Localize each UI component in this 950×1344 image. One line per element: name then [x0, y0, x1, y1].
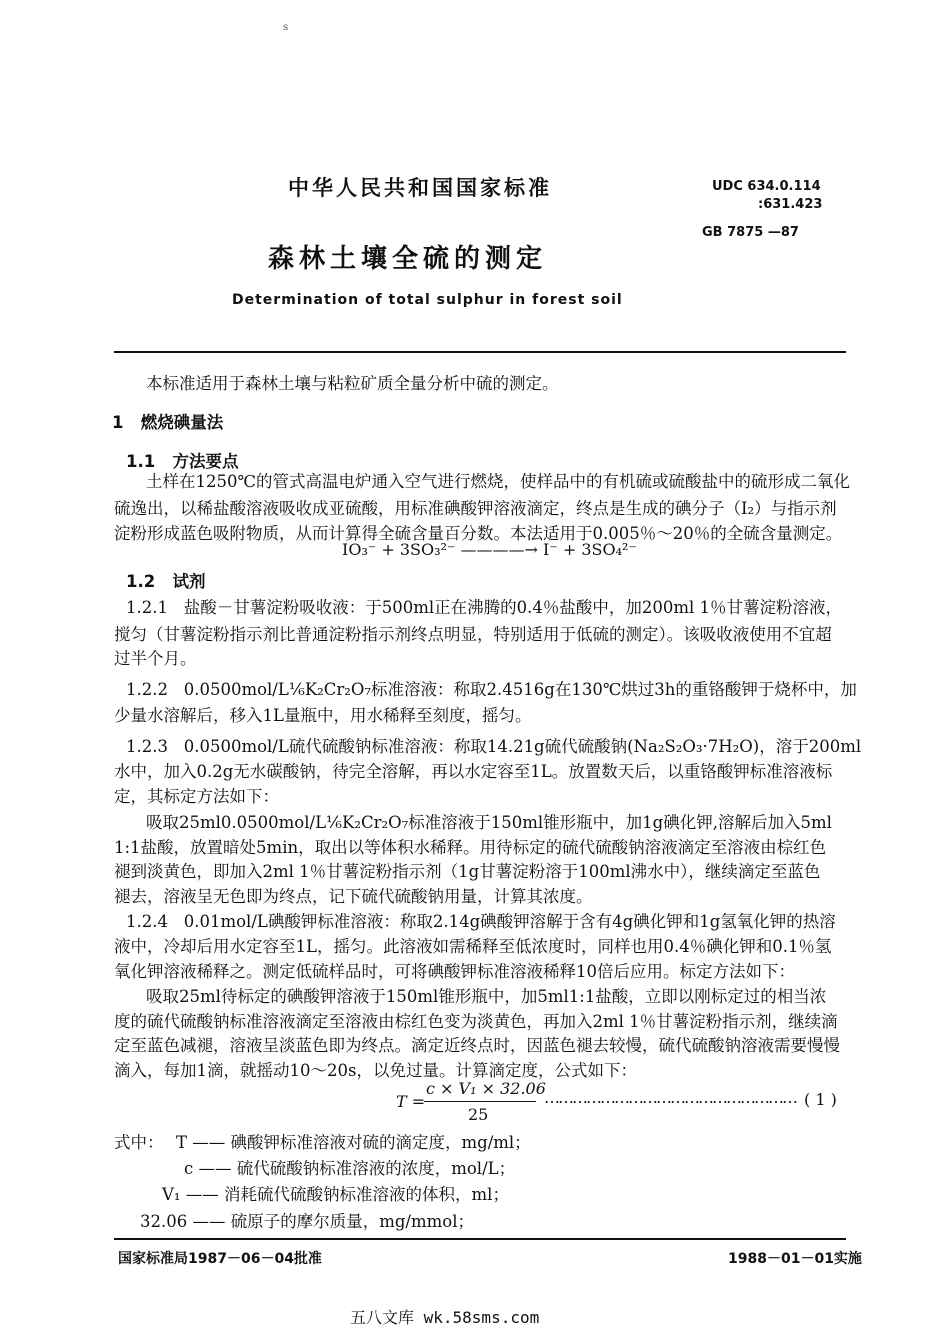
udc-code [712, 178, 822, 214]
paragraph-line: 土样在1250℃的管式高温电炉通入空气进行燃烧，使样品中的有机硫或硫酸盐中的硫形成二氧化 [146, 472, 850, 491]
formula-denominator: 25 [468, 1105, 489, 1124]
paragraph-line: 定至蓝色减褪，溶液呈淡蓝色即为终点。滴定近终点时，因蓝色褪去较慢，硫代硫酸钠溶液需要慢慢 [114, 1036, 840, 1055]
paragraph-line: 1.2.1 盐酸－甘薯淀粉吸收液：于500ml正在沸腾的0.4％盐酸中，加200ml 1％甘薯淀粉溶液， [126, 598, 843, 617]
udc-line-2: :631.423 [758, 197, 823, 212]
paragraph-line: 吸取25ml0.0500mol/L⅙K₂Cr₂O₇标准溶液于150ml锥形瓶中，加1g碘化钾,溶解后加入5ml [146, 813, 832, 832]
section-1-heading: 1 燃烧碘量法 [112, 413, 224, 432]
paragraph-line: 1.2.3 0.0500mol/L硫代硫酸钠标准溶液：称取14.21g硫代硫酸钠(Na₂S₂O₃·7H₂O)，溶于200ml [126, 737, 862, 756]
legend-item-t: T —— 碘酸钾标准溶液对硫的滴定度，mg/ml； [176, 1133, 531, 1152]
scan-mark: s [283, 22, 289, 33]
legend-item-v: V₁ —— 消耗硫代硫酸钠标准溶液的体积，ml； [162, 1185, 509, 1204]
paragraph-line: 水中，加入0.2g无水碳酸钠，待完全溶解，再以水定容至1L。放置数天后，以重铬酸钾标准溶液标 [114, 762, 833, 781]
footer-rule [114, 1238, 846, 1240]
paragraph-line: 滴入，每加1滴，就摇动10～20s，以免过量。计算滴定度，公式如下： [114, 1061, 637, 1080]
legend-item-molar-mass: 32.06 —— 硫原子的摩尔质量，mg/mmol； [140, 1212, 474, 1231]
paragraph-line: 定，其标定方法如下： [114, 787, 279, 806]
paragraph-line: 少量水溶解后，移入1L量瓶中，用水稀释至刻度，摇匀。 [114, 706, 532, 725]
paragraph-line: 液中，冷却后用水定容至1L，摇匀。此溶液如需稀释至低浓度时，同样也用0.4％碘化钾和0.1％氢 [114, 937, 832, 956]
document-title: 森林土壤全硫的测定 [268, 244, 548, 274]
paragraph-line: 褪到淡黄色，即加入2ml 1％甘薯淀粉指示剂（1g甘薯淀粉溶于100ml沸水中），继续滴定至蓝色 [114, 862, 821, 881]
implementation-date: 1988－01－01实施 [728, 1251, 862, 1267]
paragraph-line: 度的硫代硫酸钠标准溶液滴定至溶液由棕红色变为淡黄色，再加入2ml 1％甘薯淀粉指示剂，继续滴 [114, 1012, 838, 1031]
paragraph-line: 1.2.2 0.0500mol/L⅙K₂Cr₂O₇标准溶液：称取2.4516g在130℃烘过3h的重铬酸钾于烧杯中，加 [126, 680, 857, 699]
udc-line-1: UDC 634.0.114 [712, 179, 821, 194]
fraction-bar [424, 1101, 536, 1102]
reaction-equation: IO₃⁻ + 3SO₃²⁻ ————→ I⁻ + 3SO₄²⁻ [342, 540, 637, 559]
paragraph-line: 搅匀（甘薯淀粉指示剂比普通淀粉指示剂终点明显，特别适用于低硫的测定）。该吸收液使用不宜超 [114, 625, 832, 644]
legend-item-c: c —— 硫代硫酸钠标准溶液的浓度，mol/L； [184, 1159, 516, 1178]
paragraph-line: 1:1盐酸，放置暗处5min，取出以等体积水稀释。用待标定的硫代硫酸钠溶液滴定至溶液由棕红色 [114, 838, 827, 857]
paragraph-line: 淀粉形成蓝色吸附物质，从而计算得全硫含量百分数。本法适用于0.005％～20％的全硫含量测定。 [114, 524, 843, 543]
paragraph-line: 硫逸出，以稀盐酸溶液吸收成亚硫酸，用标准碘酸钾溶液滴定，终点是生成的碘分子（I₂）与指示剂 [114, 499, 837, 518]
formula-leader-dots: ……………………………………………… [544, 1088, 796, 1107]
gb-code: GB 7875 —87 [702, 225, 799, 240]
paragraph-line: 氧化钾溶液稀释之。测定低硫样品时，可将碘酸钾标准溶液稀释10倍后应用。标定方法如下： [114, 962, 795, 981]
section-1-2-heading: 1.2 试剂 [126, 572, 206, 591]
intro-paragraph: 本标准适用于森林土壤与粘粒矿质全量分析中硫的测定。 [146, 374, 559, 393]
approval-date: 国家标准局1987－06－04批准 [118, 1251, 322, 1267]
equation-number: ( 1 ) [804, 1090, 837, 1109]
paragraph-line: 过半个月。 [114, 649, 197, 668]
standard-category: 中华人民共和国国家标准 [288, 176, 552, 200]
header-rule [114, 351, 846, 353]
legend-label: 式中： [114, 1133, 164, 1152]
paragraph-line: 褪去，溶液呈无色即为终点，记下硫代硫酸钠用量，计算其浓度。 [114, 887, 593, 906]
english-title: Determination of total sulphur in forest soil [232, 292, 623, 308]
paragraph-line: 1.2.4 0.01mol/L碘酸钾标准溶液：称取2.14g碘酸钾溶解于含有4g碘化钾和1g氢氧化钾的热溶 [126, 912, 836, 931]
formula-lhs: T = [396, 1092, 426, 1111]
paragraph-line: 吸取25ml待标定的碘酸钾溶液于150ml锥形瓶中，加5ml1:1盐酸，立即以刚标定过的相当浓 [146, 987, 827, 1006]
formula-numerator: c × V₁ × 32.06 [426, 1079, 546, 1098]
watermark: 五八文库 wk.58sms.com [350, 1308, 540, 1327]
section-1-1-heading: 1.1 方法要点 [126, 452, 239, 471]
